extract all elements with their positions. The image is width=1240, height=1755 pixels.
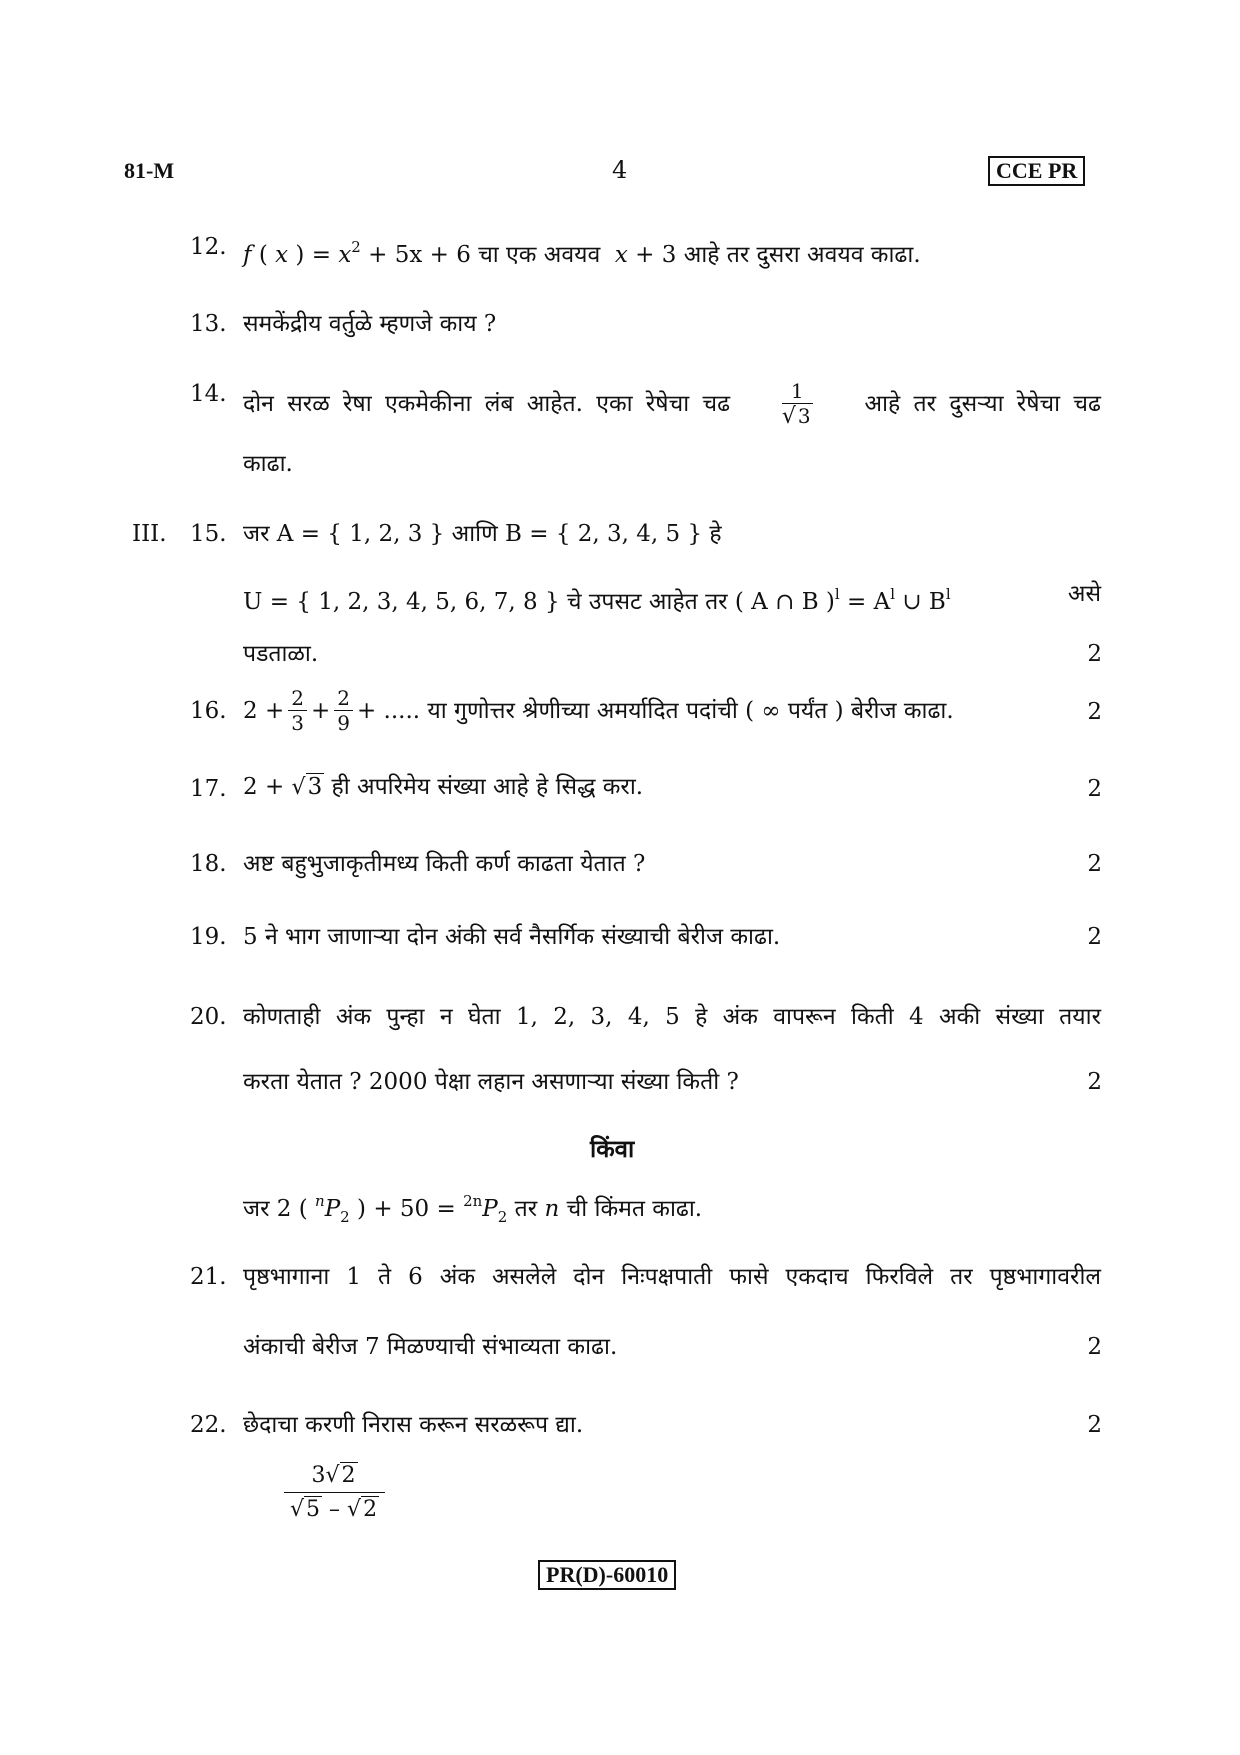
q13-number: 13. xyxy=(190,311,227,337)
paper-code: 81-M xyxy=(124,158,175,183)
q12-text: f ( x ) = $x^2 + 5x + 6$ चा एक अवयव x + 3 आहे तर दुसरा अवयव काढा. xyxy=(243,238,921,268)
q20-line1: कोणताही अंक पुन्हा न घेता 1, 2, 3, 4, 5 हे अंक वापरून किती 4 अकी संख्या तयार xyxy=(243,1004,1101,1030)
q14-line2: काढा. xyxy=(243,451,293,477)
q14-number: 14. xyxy=(190,381,227,407)
q18-number: 18. xyxy=(190,851,227,877)
q16-text: 2 + $\frac{2}{3}$ + $\frac{2}{9}$ + ..... या गुणोत्तर श्रेणीच्या अमर्यादित पदांची ( ∞ पर्यंत ) बेरीज काढा. xyxy=(243,686,954,735)
q15-line1: जर A = { 1, 2, 3 } आणि B = { 2, 3, 4, 5 } हे xyxy=(243,521,722,547)
q21-line2: अंकाची बेरीज 7 मिळण्याची संभाव्यता काढा. xyxy=(243,1334,618,1360)
q18-text: अष्ट बहुभुजाकृतीमध्य किती कर्ण काढता येतात ? xyxy=(243,851,646,877)
q20-line2: करता येतात ? 2000 पेक्षा लहान असणाऱ्या संख्या किती ? xyxy=(243,1069,739,1095)
q21-marks: 2 xyxy=(1087,1334,1102,1360)
q21-line1: पृष्ठभागाना 1 ते 6 अंक असलेले दोन निःपक्षपाती फासे एकदाच फिरविले तर पृष्ठभागावरील xyxy=(243,1264,1101,1290)
q22-text: छेदाचा करणी निरास करून सरळरूप द्या. xyxy=(243,1412,584,1438)
q17-number: 17. xyxy=(190,776,227,802)
q19-marks: 2 xyxy=(1087,924,1102,950)
q15-line3: पडताळा. xyxy=(243,641,319,667)
q19-number: 19. xyxy=(190,924,227,950)
q19-text: 5 ने भाग जाणाऱ्या दोन अंकी सर्व नैसर्गिक संख्याची बेरीज काढा. xyxy=(243,924,781,950)
q17-text: 2 + √3 ही अपरिमेय संख्या आहे हे सिद्ध करा. xyxy=(243,774,644,800)
q15-number: 15. xyxy=(190,521,227,547)
or-separator: किंवा xyxy=(590,1134,635,1163)
q21-number: 21. xyxy=(190,1264,227,1290)
cce-pr-badge: CCE PR xyxy=(988,156,1085,186)
q16-number: 16. xyxy=(190,698,227,724)
q20-number: 20. xyxy=(190,1004,227,1030)
q15-line2: U = { 1, 2, 3, 4, 5, 6, 7, 8 } चे उपसट आहेत तर ( A ∩ B )$^l = A^l$ ∪ $B^l$ असे xyxy=(243,581,1101,615)
q18-marks: 2 xyxy=(1087,851,1102,877)
q17-marks: 2 xyxy=(1087,776,1102,802)
q22-number: 22. xyxy=(190,1412,227,1438)
section-label: III. xyxy=(132,521,167,547)
q20-marks: 2 xyxy=(1087,1069,1102,1095)
q20-alternative: जर 2 ( $^nP_2$ ) + $50 = ^{2n}P_2$ तर n ची किंमत काढा. xyxy=(243,1192,703,1226)
q15-marks: 2 xyxy=(1087,641,1102,667)
q13-text: समकेंद्रीय वर्तुळे म्हणजे काय ? xyxy=(243,311,497,337)
q22-expression: 3√2 √5 – √2 xyxy=(284,1460,385,1527)
q14-fraction: $\frac{1}{√ 3}$ xyxy=(781,379,811,429)
q22-marks: 2 xyxy=(1087,1412,1102,1438)
footer-code: PR(D)-60010 xyxy=(538,1560,676,1590)
q16-marks: 2 xyxy=(1087,699,1102,725)
q12-number: 12. xyxy=(190,234,227,260)
q14-line1: दोन सरळ रेषा एकमेकीना लंब आहेत. एका रेषेचा चढ $\frac{1}{√ 3}$ आहे तर दुसऱ्या रेषेचा चढ xyxy=(243,379,1101,429)
page-number: 4 xyxy=(612,156,628,184)
